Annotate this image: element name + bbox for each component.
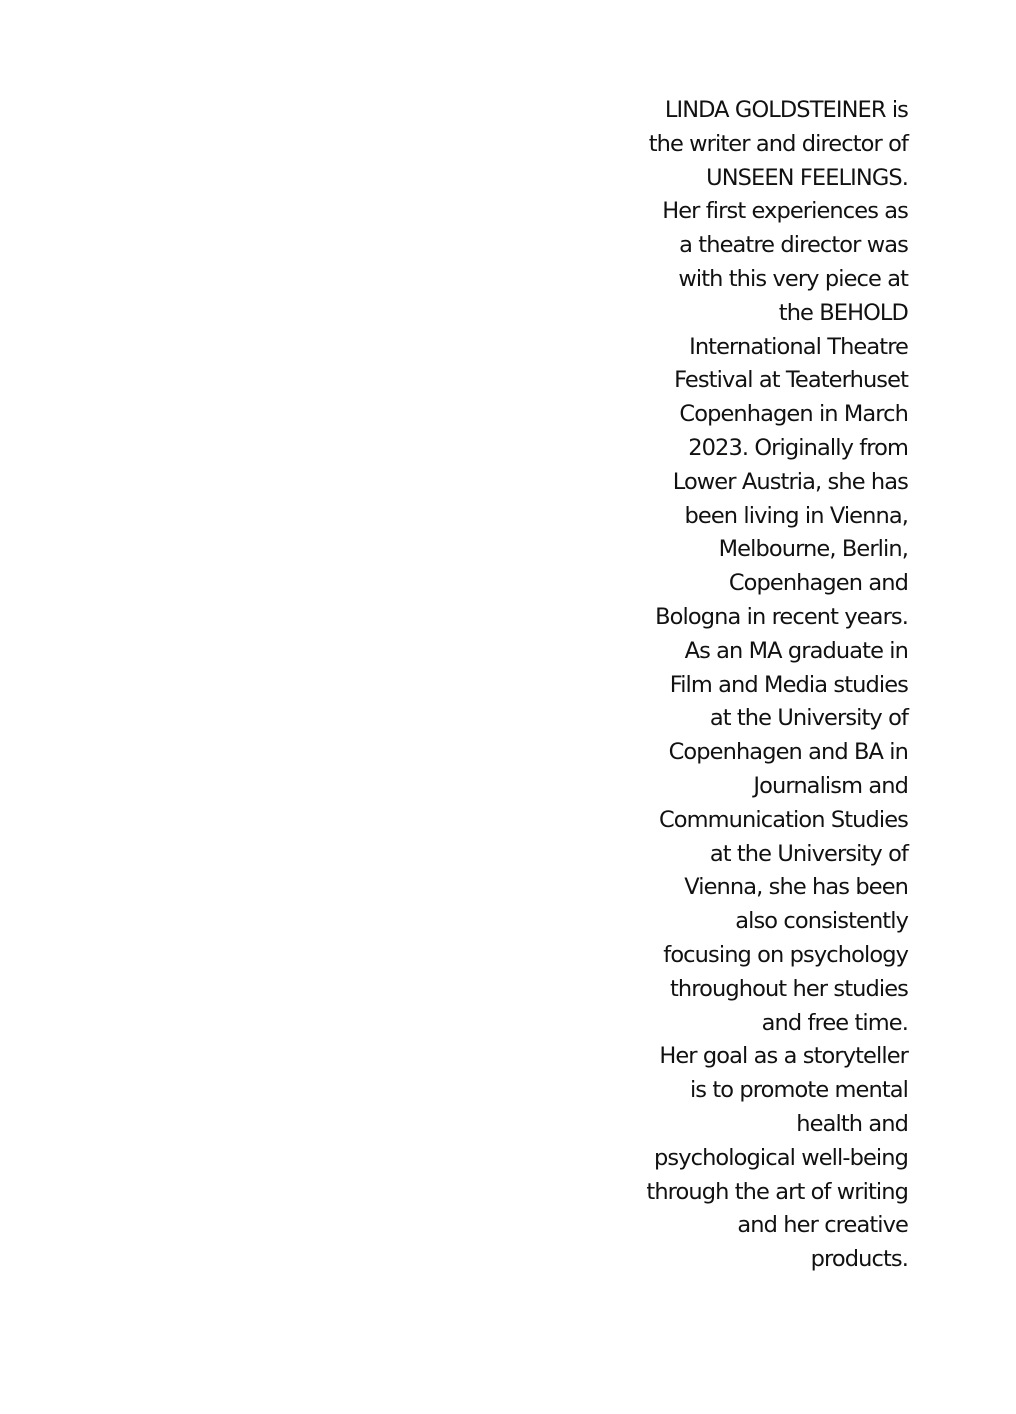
bio-line: the writer and director of xyxy=(648,130,908,157)
bio-line: is to promote mental xyxy=(689,1077,908,1104)
bio-line: throughout her studies xyxy=(669,975,908,1002)
bio-line: Lower Austria, she has xyxy=(672,468,908,495)
bio-line: with this very piece at xyxy=(678,265,908,292)
bio-line: and free time. xyxy=(761,1009,908,1036)
bio-line: at the University of xyxy=(709,840,908,867)
bio-line: Vienna, she has been xyxy=(684,874,908,901)
bio-line: Bologna in recent years. xyxy=(655,603,908,630)
bio-line: the BEHOLD xyxy=(778,299,908,326)
bio-line: a theatre director was xyxy=(679,232,908,259)
bio-line: Copenhagen in March xyxy=(679,401,908,428)
bio-line: As an MA graduate in xyxy=(684,637,908,664)
bio-line: through the art of writing xyxy=(646,1178,908,1205)
bio-line: International Theatre xyxy=(689,333,908,360)
bio-line: 2023. Originally from xyxy=(688,434,908,461)
bio-line: products. xyxy=(810,1246,908,1273)
bio-line: Her goal as a storyteller xyxy=(659,1043,908,1070)
bio-line: psychological well-being xyxy=(653,1144,908,1171)
bio-line: and her creative xyxy=(737,1212,908,1239)
bio-line: Film and Media studies xyxy=(669,671,908,698)
bio-line: at the University of xyxy=(709,705,908,732)
biography-text-block xyxy=(608,94,908,1277)
bio-line: focusing on psychology xyxy=(663,941,908,968)
bio-line: also consistently xyxy=(735,908,908,935)
bio-line: Communication Studies xyxy=(658,806,908,833)
bio-line: LINDA GOLDSTEINER is xyxy=(664,97,908,123)
bio-line: Her first experiences as xyxy=(662,198,908,225)
bio-line: Journalism and xyxy=(753,772,908,799)
bio-line: Festival at Teaterhuset xyxy=(674,367,908,394)
bio-line: health and xyxy=(796,1110,908,1137)
bio-line: Melbourne, Berlin, xyxy=(718,536,908,563)
bio-line: Copenhagen and xyxy=(728,570,908,597)
bio-line: Copenhagen and BA in xyxy=(668,739,908,766)
bio-line: been living in Vienna, xyxy=(684,502,908,529)
bio-line: UNSEEN FEELINGS. xyxy=(706,164,908,191)
